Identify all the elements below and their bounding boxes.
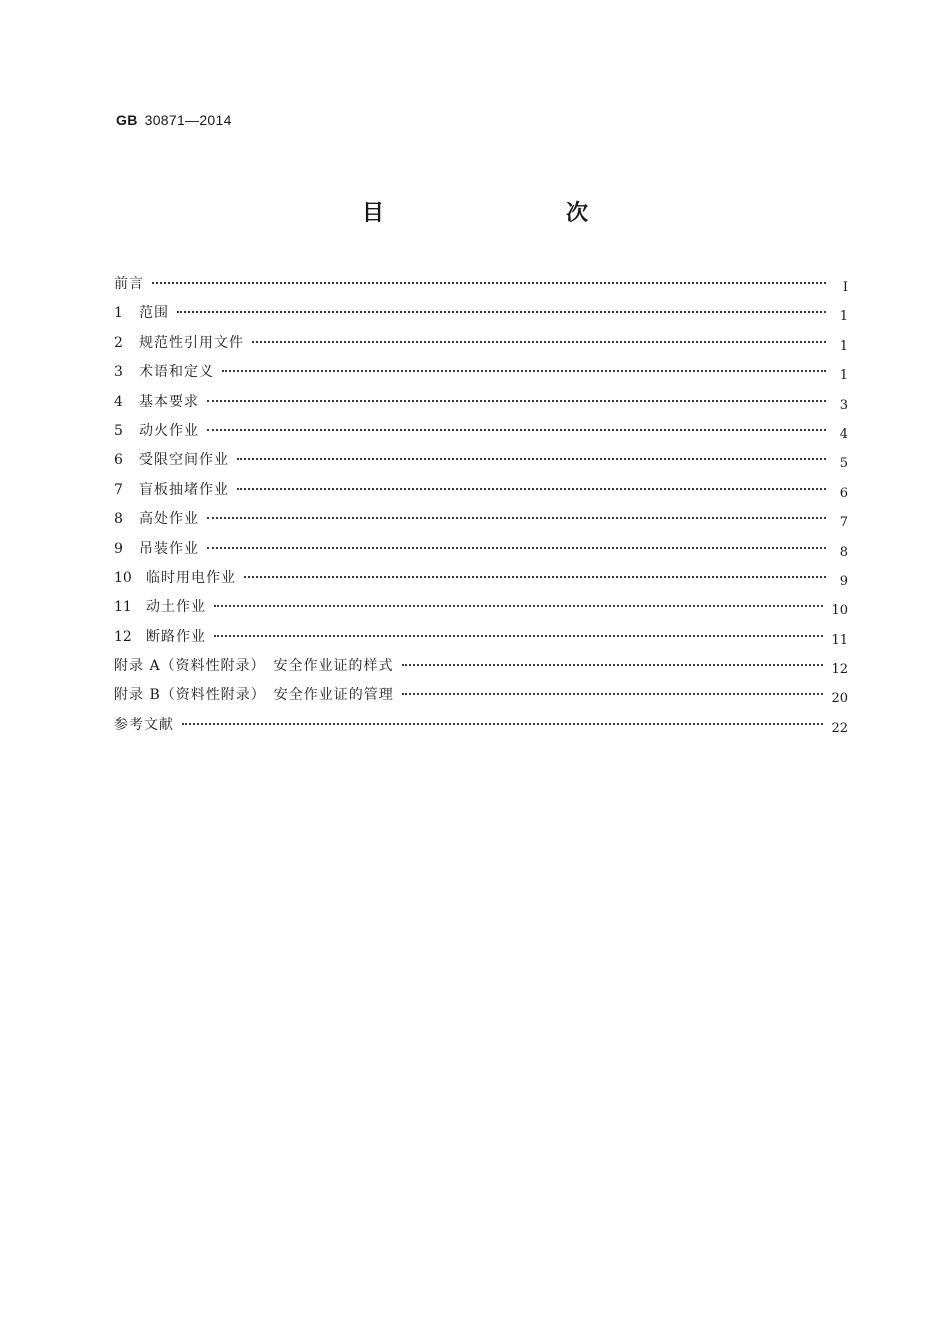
toc-entry[interactable]	[114, 564, 848, 593]
toc-entry-label: 动火作业	[139, 422, 199, 439]
toc-entry-page: 1	[839, 368, 848, 384]
toc-dot-leader	[244, 576, 826, 578]
toc-entry-label: 盲板抽堵作业	[139, 481, 229, 498]
toc-entry[interactable]	[114, 329, 848, 358]
toc-dot-leader	[252, 341, 826, 343]
toc-entry-number: 4	[114, 393, 123, 410]
toc-entry-number: 3	[114, 364, 123, 381]
toc-dot-leader	[207, 547, 826, 549]
toc-entry-number: 6	[114, 452, 123, 469]
toc-dot-leader	[177, 311, 826, 313]
toc-entry-page: 9	[839, 573, 848, 589]
toc-entry[interactable]	[114, 270, 848, 299]
toc-entry-page: 10	[831, 603, 848, 619]
toc-entry-page: 1	[839, 338, 848, 354]
toc-entry-label: 范围	[139, 305, 169, 322]
toc-entry-number: 1	[114, 305, 123, 322]
toc-dot-leader	[214, 605, 823, 607]
toc-entry-number: 2	[114, 334, 123, 351]
toc-entry[interactable]	[114, 476, 848, 505]
toc-entry[interactable]	[114, 446, 848, 475]
toc-entry-label: 临时用电作业	[146, 569, 236, 586]
toc-entry[interactable]	[114, 593, 848, 622]
toc-entry-label: 受限空间作业	[139, 452, 229, 469]
toc-entry-number: 9	[114, 540, 123, 557]
toc-entry-label: 高处作业	[139, 511, 199, 528]
standard-prefix: GB	[116, 112, 138, 128]
toc-entry[interactable]	[114, 358, 848, 387]
toc-entry[interactable]	[114, 417, 848, 446]
toc-entry[interactable]	[114, 505, 848, 534]
toc-dot-leader	[214, 635, 823, 637]
toc-entry-label: 基本要求	[139, 393, 199, 410]
toc-entry[interactable]	[114, 652, 848, 681]
toc-entry[interactable]	[114, 681, 848, 710]
toc-dot-leader	[402, 693, 824, 695]
toc-entry-page: Ⅰ	[842, 280, 848, 295]
toc-entry-page: 5	[839, 456, 848, 472]
toc-entry-number: 7	[114, 481, 123, 498]
toc-entry-label: 前言	[114, 276, 144, 292]
toc-entry-label: 附录 B（资料性附录） 安全作业证的管理	[114, 687, 394, 704]
toc-dot-leader	[222, 370, 826, 372]
toc-entry[interactable]	[114, 623, 848, 652]
standard-number: 30871—2014	[144, 112, 232, 128]
page-title: 目 次	[361, 201, 634, 226]
toc-entry-page: 22	[831, 720, 848, 736]
toc-entry-page: 8	[839, 544, 848, 560]
toc-dot-leader	[182, 723, 823, 725]
toc-entry-page: 3	[839, 397, 848, 413]
toc-entry-page: 11	[831, 632, 848, 648]
toc-entry-label: 规范性引用文件	[139, 334, 244, 351]
toc-dot-leader	[207, 517, 826, 519]
toc-dot-leader	[237, 488, 826, 490]
standard-code	[116, 112, 232, 128]
toc-entry[interactable]	[114, 388, 848, 417]
toc-entry-page: 12	[831, 662, 848, 678]
toc-entry[interactable]	[114, 711, 848, 740]
toc-entry[interactable]	[114, 299, 848, 328]
toc-entry-page: 6	[839, 485, 848, 501]
toc-entry-page: 4	[839, 426, 848, 442]
toc-dot-leader	[207, 400, 826, 402]
toc-dot-leader	[237, 458, 826, 460]
toc-entry-label: 动土作业	[146, 599, 206, 616]
toc-entry[interactable]	[114, 535, 848, 564]
toc-dot-leader	[402, 664, 824, 666]
toc-entry-page: 7	[839, 515, 848, 531]
table-of-contents	[114, 270, 848, 740]
toc-entry-number: 10	[114, 569, 132, 586]
toc-entry-label: 术语和定义	[139, 364, 214, 381]
toc-entry-label: 参考文献	[114, 716, 174, 733]
toc-entry-number: 11	[114, 599, 132, 616]
toc-entry-page: 20	[831, 691, 848, 707]
toc-entry-label: 附录 A（资料性附录） 安全作业证的样式	[114, 658, 394, 675]
toc-entry-label: 断路作业	[146, 628, 206, 645]
toc-dot-leader	[207, 429, 826, 431]
toc-entry-label: 吊装作业	[139, 540, 199, 557]
toc-entry-number: 8	[114, 511, 123, 528]
toc-entry-number: 12	[114, 628, 132, 645]
toc-entry-number: 5	[114, 422, 123, 439]
toc-entry-page: 1	[839, 309, 848, 325]
toc-dot-leader	[152, 282, 826, 284]
